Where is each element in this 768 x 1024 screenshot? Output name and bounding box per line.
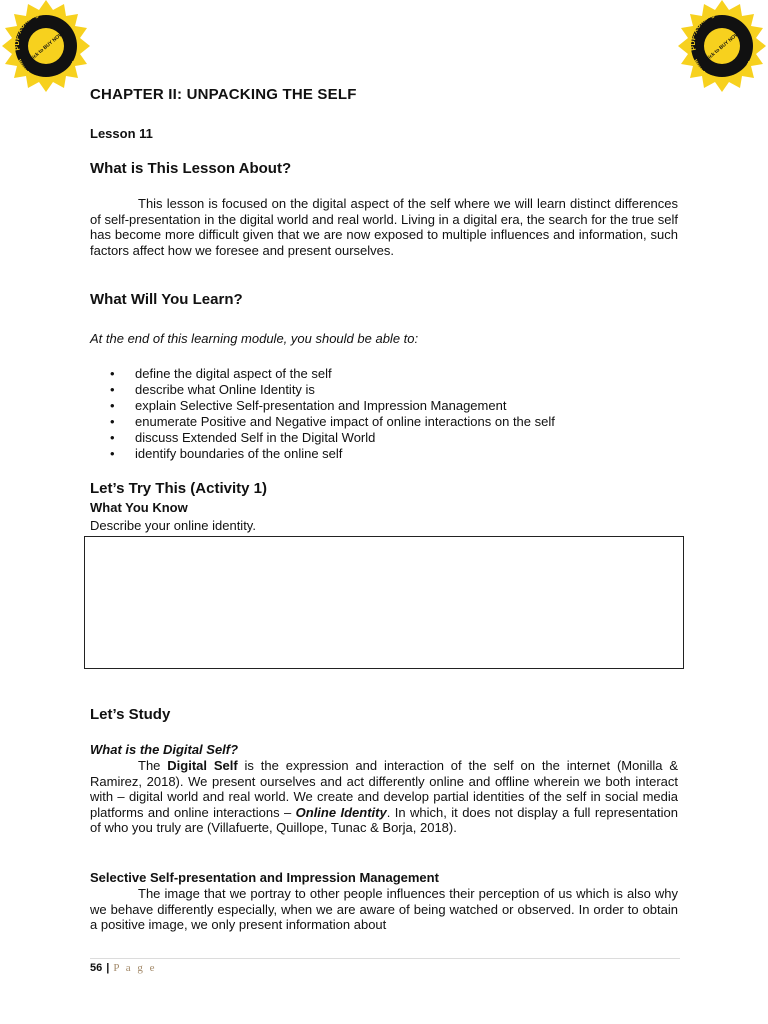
text-run: . In which, it does not display a full representation of who you truly are (Villafuerte, Quillope, Tunac & Borja, 2018).	[90, 804, 678, 836]
list-item: • discuss Extended Self in the Digital World	[135, 430, 695, 446]
list-item: • enumerate Positive and Negative impact of online interactions on the self	[135, 414, 695, 430]
learn-intro: At the end of this learning module, you should be able to:	[90, 331, 419, 346]
study-heading: Let’s Study	[90, 706, 171, 723]
pdf-xchange-badge-right[interactable]	[676, 0, 768, 92]
text-run: The	[138, 758, 168, 773]
footer-separator: |	[106, 962, 110, 974]
about-paragraph-text: This lesson is focused on the digital aspect of the self where we will learn distinct differences of self-presentation in the digital world and real world. Living in a digital era, the search for the true self has become more difficult given that we are now exposed to multiple influences and information, such factors affect how we foresee and present ourselves.	[90, 196, 678, 258]
page-word: P a g e	[113, 962, 157, 974]
page-number: 56	[90, 962, 103, 974]
objectives-list	[90, 366, 695, 462]
term-digital-self: Digital Self	[167, 758, 238, 773]
digital-self-paragraph	[90, 758, 678, 836]
footer-divider	[90, 958, 680, 959]
selective-paragraph-text: The image that we portray to other people influences their perception of us which is also why we behave differently especially, when we are aware of being watched or observed. In order to obtain a positive image, we only present information about	[90, 886, 678, 933]
list-item: • explain Selective Self-presentation and Impression Management	[135, 398, 695, 414]
activity-subheading: What You Know	[90, 500, 188, 515]
answer-box[interactable]	[84, 536, 684, 669]
pdf-xchange-badge-left[interactable]	[0, 0, 92, 92]
badge-top-text: PDF-XChange Editor	[689, 9, 743, 52]
badge-center-text: Click to BUY NOW!	[27, 29, 66, 64]
list-item: • define the digital aspect of the self	[135, 366, 695, 382]
badge-bottom-text: www.tracker-software.com	[692, 58, 754, 85]
badge-center-text: Click to BUY NOW!	[703, 29, 742, 64]
selective-paragraph	[90, 886, 678, 933]
chapter-title: CHAPTER II: UNPACKING THE SELF	[90, 86, 357, 103]
page-footer	[90, 962, 157, 974]
badge-bottom-text: www.tracker-software.com	[16, 58, 78, 85]
list-item: • identify boundaries of the online self	[135, 446, 695, 462]
lesson-label: Lesson 11	[90, 126, 153, 141]
learn-heading: What Will You Learn?	[90, 291, 243, 308]
text-run: is the expression and interaction of the self on the internet (Monilla & Ramirez, 2018). We present ourselves and act differently online and offline wherein we both interact with – digital world and real world. We create and develop partial identities of the self in social media platforms and online interactions –	[90, 758, 678, 820]
list-item: • describe what Online Identity is	[135, 382, 695, 398]
about-heading: What is This Lesson About?	[90, 160, 292, 177]
activity-prompt: Describe your online identity.	[90, 518, 256, 533]
term-online-identity: Online Identity	[295, 804, 387, 820]
about-paragraph	[90, 196, 678, 258]
activity-heading: Let’s Try This (Activity 1)	[90, 480, 267, 497]
badge-top-text: PDF-XChange Editor	[13, 9, 67, 52]
digital-self-question: What is the Digital Self?	[90, 742, 239, 757]
selective-heading: Selective Self-presentation and Impression Management	[90, 870, 439, 885]
